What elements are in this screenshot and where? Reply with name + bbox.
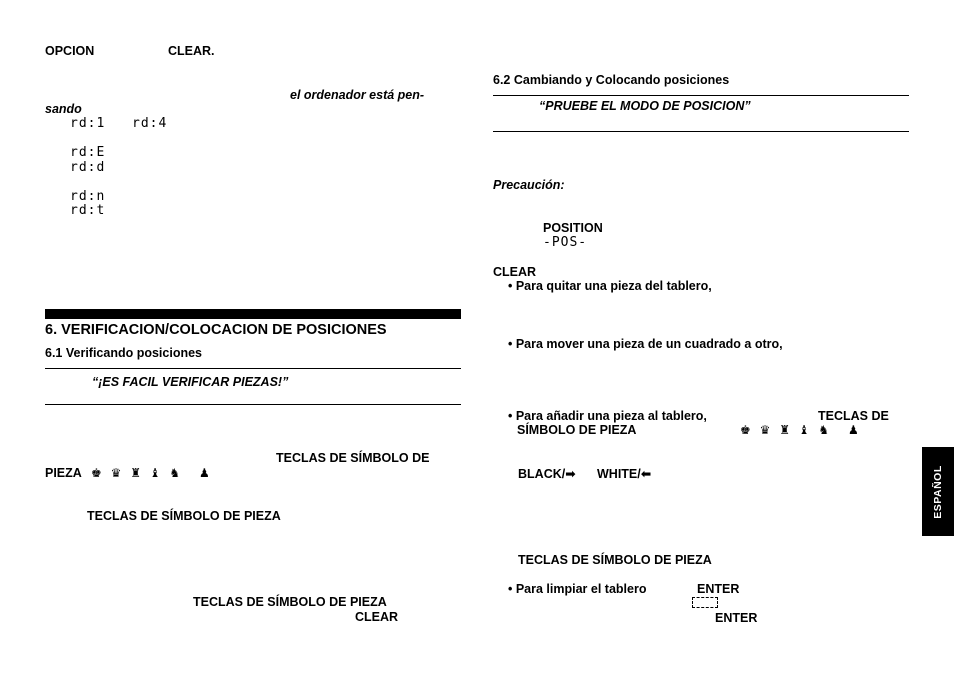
white-key-label: WHITE/⬅ (597, 467, 652, 481)
knight-icon: ♞ (169, 466, 181, 480)
label-opcion: OPCION (45, 44, 95, 58)
bullet-move-piece: • Para mover una pieza de un cuadrado a otro, (508, 337, 783, 351)
enter-label-1: ENTER (697, 582, 740, 596)
position-label: POSITION (543, 221, 603, 235)
teclas-full-2: TECLAS DE SÍMBOLO DE PIEZA (193, 595, 387, 609)
section-bar (45, 309, 461, 319)
teclas-full-right: TECLAS DE SÍMBOLO DE PIEZA (518, 553, 712, 567)
bishop-icon: ♝ (798, 423, 810, 437)
bishop-icon: ♝ (149, 466, 161, 480)
teclas-full-1: TECLAS DE SÍMBOLO DE PIEZA (87, 509, 281, 523)
king-icon: ♚ (740, 423, 751, 437)
language-tab-label: ESPAÑOL (932, 464, 944, 519)
language-tab (922, 447, 954, 536)
black-key-label: BLACK/➡ (518, 467, 576, 481)
knight-icon: ♞ (818, 423, 830, 437)
tip-bottom-rule (45, 404, 461, 405)
subsection-title-6-2: 6.2 Cambiando y Colocando posiciones (493, 73, 730, 87)
queen-icon: ♛ (110, 466, 122, 480)
lcd-display-pos: -POS- (543, 235, 588, 250)
thinking-text-b: sando (45, 102, 82, 116)
tip-verificar: “¡ES FACIL VERIFICAR PIEZAS!” (92, 375, 289, 389)
queen-icon: ♛ (759, 423, 771, 437)
bullet-remove-piece: • Para quitar una pieza del tablero, (508, 279, 712, 293)
thinking-text-a: el ordenador está pen- (290, 88, 425, 102)
teclas-line-b: PIEZA (45, 466, 82, 480)
clear-label-right: CLEAR (493, 265, 537, 279)
simbolo-pieza-right: SÍMBOLO DE PIEZA (517, 423, 637, 437)
lcd-display-rd4: rd:4 (132, 116, 168, 131)
rook-icon: ♜ (779, 423, 790, 437)
bullet-add-piece: • Para añadir una pieza al tablero, (508, 409, 707, 423)
rook-icon: ♜ (130, 466, 141, 480)
pawn-icon: ♟ (198, 466, 210, 480)
enter-label-2: ENTER (715, 611, 758, 625)
tip-right-top-rule (493, 95, 909, 96)
section-title: 6. VERIFICACION/COLOCACION DE POSICIONES (45, 322, 387, 338)
teclas-de-right: TECLAS DE (818, 409, 889, 423)
lcd-display-rd1: rd:1 (70, 116, 106, 131)
lcd-display-rdd: rd:d (70, 160, 106, 175)
tip-right-bottom-rule (493, 131, 909, 132)
subsection-title-6-1: 6.1 Verificando posiciones (45, 346, 203, 360)
teclas-line-a: TECLAS DE SÍMBOLO DE (276, 451, 430, 465)
lcd-blank-icon (692, 597, 718, 608)
caution-label: Precaución: (493, 178, 565, 192)
lcd-display-rdE: rd:E (70, 145, 106, 160)
label-clear: CLEAR. (168, 44, 215, 58)
pawn-icon: ♟ (847, 423, 859, 437)
piece-icons-left (91, 466, 215, 480)
king-icon: ♚ (91, 466, 102, 480)
bullet-clear-board: • Para limpiar el tablero (508, 582, 647, 596)
tip-top-rule (45, 368, 461, 369)
lcd-display-rdt: rd:t (70, 203, 106, 218)
tip-posicion: “PRUEBE EL MODO DE POSICION” (539, 99, 751, 113)
lcd-display-rdn: rd:n (70, 189, 106, 204)
piece-icons-right (740, 423, 864, 437)
clear-bottom: CLEAR (355, 610, 399, 624)
